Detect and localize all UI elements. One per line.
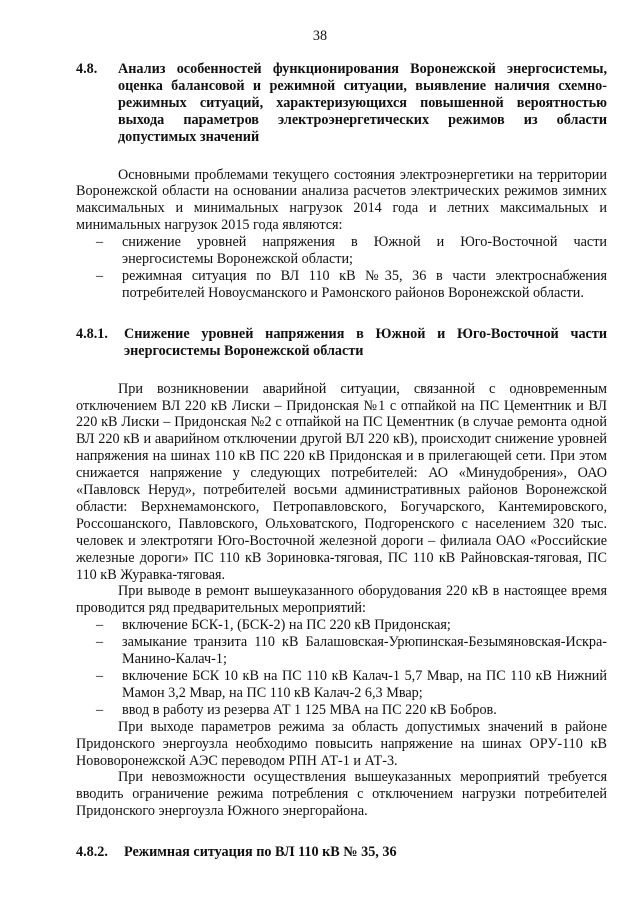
list-item: – включение БСК-1, (БСК-2) на ПС 220 кВ Придонская;	[122, 617, 607, 634]
page-number: 38	[312, 28, 328, 44]
list-item: – режимная ситуация по ВЛ 110 кВ №35, 36 в части электроснабжения потребителей Новоусманского и Рамонского районов Воронежской области.	[122, 268, 607, 302]
list-item: – ввод в работу из резерва АТ 1 125 МВА на ПС 220 кВ Бобров.	[122, 702, 607, 719]
intro-paragraph: Основными проблемами текущего состояния электроэнергетики на территории Воронежской области на основании анализа расчетов электрических режимов зимних максимальных и минимальных нагрузок 2014 года и летних максимальных и минимальных нагрузок 2015 года являются:	[76, 166, 607, 234]
paragraph-load-limit: При невозможности осуществления вышеуказанных мероприятий требуется вводить ограничение режима потребления с отключением нагрузки потребителей Придонского энергоузла Южного энергорайона.	[76, 769, 607, 820]
paragraph-measures-intro: При выводе в ремонт вышеуказанного оборудования 220 кВ в настоящее время проводится ряд предварительных мероприятий:	[76, 583, 607, 617]
section-number: 4.8.	[76, 61, 98, 77]
list-item: – снижение уровней напряжения в Южной и Юго-Восточной части энергосистемы Воронежской области;	[122, 234, 607, 268]
page-content	[76, 61, 607, 861]
measures-list	[76, 617, 607, 718]
section-heading-4-8-1	[76, 326, 607, 360]
paragraph-voltage-raise: При выходе параметров режима за область допустимых значений в районе Придонского энергоузла необходимо повысить напряжение на шинах ОРУ-110 кВ Нововоронежской АЭС переводом РПН АТ-1 и АТ-3.	[76, 718, 607, 769]
section-title: Анализ особенностей функционирования Воронежской энергосистемы, оценка балансовой и режимной ситуации, выявление наличия схемно-режимных ситуаций, характеризующихся повышенной вероятностью выхода параметров электроэнергетических режимов из области допустимых значений	[118, 61, 607, 145]
paragraph-emergency: При возникновении аварийной ситуации, связанной с одновременным отключением ВЛ 220 кВ Лиски – Придонская №1 с отпайкой на ПС Цементник и ВЛ 220 кВ Лиски – Придонская №2 с отпайкой на ПС Цементник (в случае ремонта одной ВЛ 220 кВ и аварийном отключении другой ВЛ 220 кВ), происходит снижение уровней напряжения на шинах 110 кВ ПС 220 кВ Придонская и в прилегающей сети. При этом снижается напряжение у следующих потребителей: АО «Минудобрения», ОАО «Павловск Неруд», потребителей восьми административных районов Воронежской области: Верхнемамонского, Петропавловского, Богучарского, Кантемировского, Россошанского, Павловского, Ольховатского, Подгоренского с населением 320 тыс. человек и электротяги Юго-Восточной железной дороги – филиала ОАО «Российские железные дороги» ПС 110 кВ Зориновка-тяговая, ПС 110 кВ Райновская-тяговая, ПС 110 кВ Журавка-тяговая.	[76, 380, 607, 583]
section-heading-4-8	[76, 61, 607, 146]
list-item: – замыкание транзита 110 кВ Балашовская-Урюпинская-Безымяновская-Искра-Манино-Калач-1;	[122, 634, 607, 668]
section-title: Режимная ситуация по ВЛ 110 кВ № 35, 36	[124, 844, 397, 861]
section-heading-4-8-2	[76, 844, 607, 861]
section-number: 4.8.2.	[76, 844, 108, 861]
problems-list	[76, 234, 607, 302]
list-item: – включение БСК 10 кВ на ПС 110 кВ Калач-1 5,7 Мвар, на ПС 110 кВ Нижний Мамон 3,2 Мвар, на ПС 110 кВ Калач-2 6,3 Мвар;	[122, 668, 607, 702]
section-title: Снижение уровней напряжения в Южной и Юго-Восточной части энергосистемы Воронежской области	[124, 325, 607, 359]
section-number: 4.8.1.	[76, 325, 108, 342]
